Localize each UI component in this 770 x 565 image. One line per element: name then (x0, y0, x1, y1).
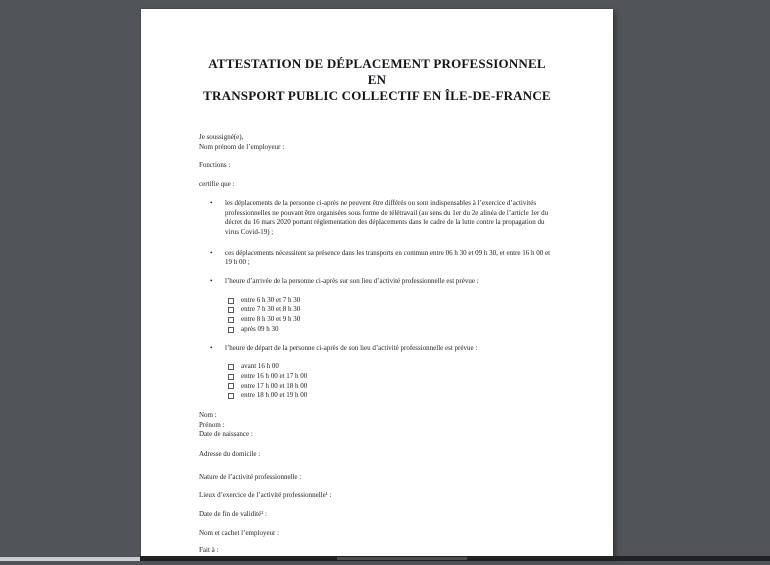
bullet-text: l’heure de départ de la personne ci-après de son lieu d’activité professionnelle est prévue : (225, 344, 478, 353)
departure-options-group (199, 362, 555, 401)
functions-label: Fonctions : (199, 161, 231, 170)
document-title-line1: ATTESTATION DE DÉPLACEMENT PROFESSIONNEL EN (208, 56, 546, 87)
document-title (199, 56, 555, 104)
bullet-text: l’heure d’arrivée de la personne ci-après sur son lieu d’activité professionnelle est prévue : (225, 277, 479, 286)
field-label-last-name: Nom : (199, 410, 217, 419)
bullet-icon: • (210, 248, 213, 257)
field-label-validity-end: Date de fin de validité² : (199, 510, 267, 519)
checkbox-option (228, 305, 555, 315)
checkbox-icon (228, 327, 234, 333)
bullet-item-arrival-time (210, 277, 555, 287)
checkbox-icon (228, 393, 234, 399)
checkbox-option (228, 296, 555, 306)
field-label-home-address: Adresse du domicile : (199, 450, 261, 459)
checkbox-option-label: entre 16 h 00 et 17 h 00 (241, 371, 308, 380)
bullet-text: ces déplacements nécessitent sa présence dans les transports en commun entre 06 h 30 et 09 h 30, et entre 16 h 00 et 19 h 00 ; (225, 248, 551, 267)
field-label-employer-stamp: Nom et cachet l’employeur : (199, 528, 280, 537)
window-bottom-left-strip (0, 557, 140, 561)
checkbox-option-label: entre 17 h 00 et 18 h 00 (241, 381, 308, 390)
checkbox-option-label: entre 7 h 30 et 8 h 30 (241, 305, 301, 314)
field-label-done-at: Fait à : (199, 545, 219, 554)
bullet-text: les déplacements de la personne ci-après ne peuvent être différés ou sont indispensables à l’exercice d’activités professionnelles ne pouvant être organisées sous forme de télétravail (au sens du 1er du 2e alinéa de l’article 1er du décret du 16 mars 2020 portant réglementation des déplacements dans le cadre de la lutte contre la propagation du virus Covid-19) ; (225, 198, 549, 236)
employer-name-label: Nom prénom de l’employeur : (199, 142, 285, 151)
scrollbar-thumb[interactable] (337, 557, 467, 560)
checkbox-option (228, 315, 555, 325)
checkbox-option (228, 362, 555, 372)
checkbox-option (228, 391, 555, 401)
salutation-text: Je soussigné(e), (199, 133, 244, 141)
bullet-item-departure-time (210, 344, 555, 354)
checkbox-option (228, 325, 555, 335)
certify-label: certifie que : (199, 180, 235, 189)
identity-fields-block (199, 411, 555, 440)
bullet-icon: • (210, 198, 213, 207)
field-label-activity-nature: Nature de l’activité professionnelle : (199, 472, 302, 481)
checkbox-icon (228, 374, 234, 380)
checkbox-option-label: entre 8 h 30 et 9 h 30 (241, 315, 301, 324)
intro-block (199, 133, 555, 152)
checkbox-icon (228, 317, 234, 323)
checkbox-option (228, 382, 555, 392)
checkbox-icon (228, 383, 234, 389)
checkbox-option (228, 372, 555, 382)
document-title-line2: TRANSPORT PUBLIC COLLECTIF EN ÎLE-DE-FRANCE (203, 88, 551, 103)
field-label-activity-places: Lieux d’exercice de l’activité professionnelle¹ : (199, 491, 332, 500)
document-page (141, 9, 613, 557)
checkbox-option-label: avant 16 h 00 (241, 362, 279, 371)
checkbox-icon (228, 364, 234, 370)
checkbox-option-label: entre 18 h 00 et 19 h 00 (241, 391, 308, 400)
checkbox-option-label: entre 6 h 30 et 7 h 30 (241, 295, 301, 304)
bullet-icon: • (210, 344, 213, 353)
field-label-first-name: Prénom : (199, 420, 225, 429)
checkbox-icon (228, 307, 234, 313)
bullet-icon: • (210, 277, 213, 286)
checkbox-option-label: après 09 h 30 (241, 324, 279, 333)
field-label-birth-date: Date de naissance : (199, 430, 253, 439)
arrival-options-group (199, 296, 555, 335)
checkbox-icon (228, 298, 234, 304)
bullet-item-deferral (210, 199, 555, 238)
bullet-item-transport-hours (210, 249, 555, 268)
